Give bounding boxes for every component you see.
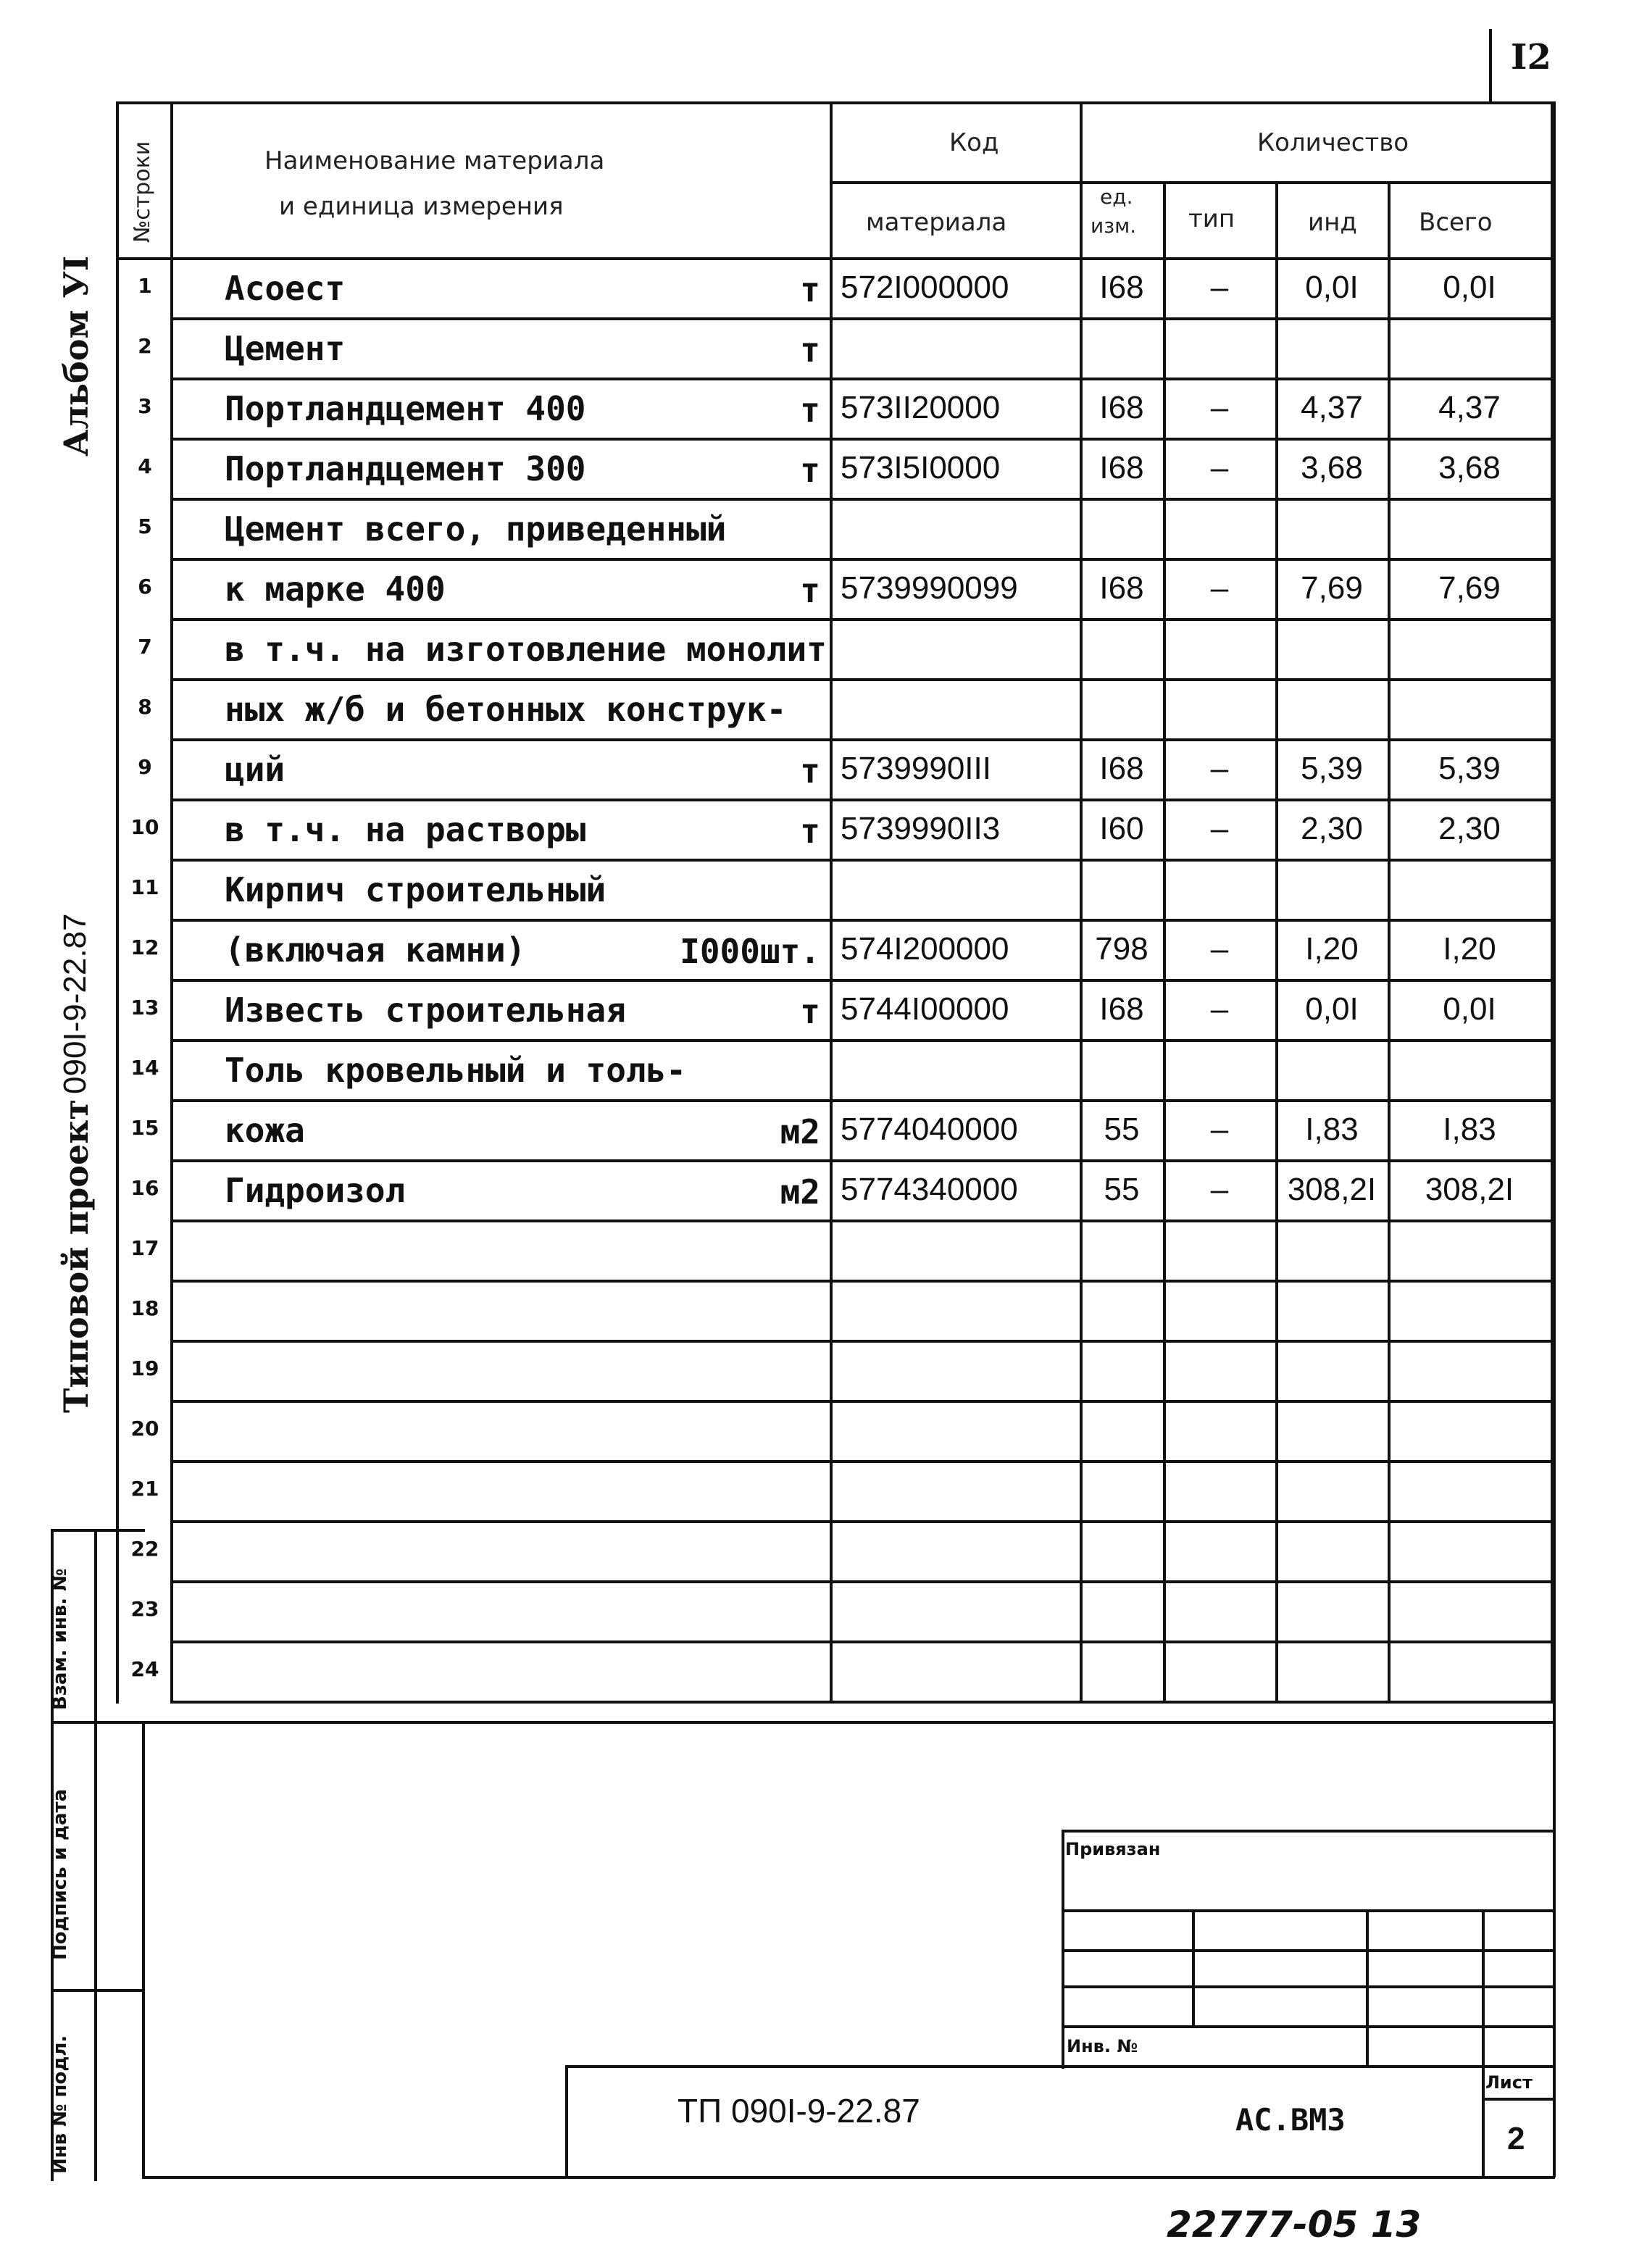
material-code: 572I000000 bbox=[841, 270, 1009, 305]
table-row bbox=[0, 678, 1626, 738]
header-unit-line1: ед. bbox=[1100, 185, 1133, 209]
material-name: Толь кровельный и толь- bbox=[225, 1051, 686, 1090]
row-number: 5 bbox=[138, 514, 152, 538]
total-quantity: 4,37 bbox=[1438, 390, 1501, 425]
material-name: в т.ч. на изготовление монолит bbox=[225, 630, 827, 669]
material-code: 5744I00000 bbox=[841, 991, 1009, 1027]
type-quantity: – bbox=[1210, 570, 1229, 606]
material-name: Известь строительная bbox=[225, 991, 626, 1030]
stamp-document-code: ТП 090I-9-22.87 bbox=[678, 2092, 920, 2130]
table-row bbox=[0, 378, 1626, 438]
stamp-mark: АС.ВМ3 bbox=[1235, 2102, 1346, 2138]
ind-quantity: 3,68 bbox=[1301, 450, 1363, 485]
side-vzam-inv: Взам. инв. № bbox=[49, 1568, 71, 1710]
side-project-code: 090I-9-22.87 bbox=[57, 913, 93, 1094]
total-quantity: 5,39 bbox=[1438, 751, 1501, 786]
material-name: Асоест bbox=[225, 269, 346, 308]
material-name: Цемент всего, приведенный bbox=[225, 509, 727, 549]
table-row bbox=[0, 257, 1626, 317]
ind-quantity: 5,39 bbox=[1301, 751, 1363, 786]
row-number: 18 bbox=[130, 1296, 159, 1320]
table-row bbox=[0, 498, 1626, 558]
unit-code: 55 bbox=[1104, 1112, 1140, 1147]
table-row bbox=[0, 1460, 1626, 1520]
table-row bbox=[0, 1159, 1626, 1220]
side-signature-date: Подпись и дата bbox=[49, 1788, 71, 1960]
material-name: ций bbox=[225, 750, 285, 789]
row-number: 7 bbox=[138, 635, 152, 659]
total-quantity: 3,68 bbox=[1438, 450, 1501, 485]
ind-quantity: 308,2I bbox=[1287, 1172, 1377, 1207]
stamp-privyazan: Привязан bbox=[1065, 1839, 1161, 1859]
ind-quantity: I,83 bbox=[1305, 1112, 1359, 1147]
total-quantity: I,20 bbox=[1443, 931, 1496, 967]
ind-quantity: 7,69 bbox=[1301, 570, 1363, 606]
unit-label: т bbox=[800, 270, 820, 309]
header-name-line1: Наименование материала bbox=[264, 146, 605, 175]
row-number: 14 bbox=[130, 1056, 159, 1080]
type-quantity: – bbox=[1210, 450, 1229, 485]
material-name: в т.ч. на растворы bbox=[225, 810, 586, 849]
material-name: Портландцемент 300 bbox=[225, 449, 586, 488]
row-number: 3 bbox=[138, 394, 152, 418]
table-row bbox=[0, 1280, 1626, 1340]
row-number: 6 bbox=[138, 575, 152, 599]
unit-label: т bbox=[800, 571, 820, 610]
table-row bbox=[0, 1520, 1626, 1580]
unit-code: I60 bbox=[1099, 811, 1144, 846]
header-ind: инд bbox=[1308, 208, 1357, 237]
material-code: 5739990099 bbox=[841, 570, 1018, 606]
unit-code: I68 bbox=[1099, 570, 1144, 606]
footer-archive-number: 22777-05 13 bbox=[1167, 2204, 1422, 2246]
unit-label: т bbox=[800, 330, 820, 370]
side-album: Альбом УI bbox=[57, 255, 96, 456]
material-name: кожа bbox=[225, 1111, 305, 1150]
ind-quantity: 0,0I bbox=[1305, 270, 1359, 305]
stamp-sheet-label: Лист bbox=[1485, 2072, 1533, 2093]
unit-label: т bbox=[800, 751, 820, 791]
row-number: 13 bbox=[130, 996, 159, 1020]
material-code: 5774340000 bbox=[841, 1172, 1018, 1207]
table-row bbox=[0, 799, 1626, 859]
type-quantity: – bbox=[1210, 991, 1229, 1027]
row-number: 19 bbox=[130, 1356, 159, 1380]
material-code: 5774040000 bbox=[841, 1112, 1018, 1147]
ind-quantity: I,20 bbox=[1305, 931, 1359, 967]
row-number: 12 bbox=[130, 935, 159, 959]
table-row bbox=[0, 1340, 1626, 1400]
table-row bbox=[0, 438, 1626, 498]
row-number: 15 bbox=[130, 1116, 159, 1140]
ind-quantity: 0,0I bbox=[1305, 991, 1359, 1027]
type-quantity: – bbox=[1210, 1172, 1229, 1207]
unit-label: т bbox=[800, 391, 820, 430]
material-name: (включая камни) bbox=[225, 930, 526, 970]
ind-quantity: 2,30 bbox=[1301, 811, 1363, 846]
row-number: 20 bbox=[130, 1417, 159, 1441]
row-number: 8 bbox=[138, 695, 152, 719]
unit-label: I000шт. bbox=[680, 932, 820, 971]
total-quantity: I,83 bbox=[1443, 1112, 1496, 1147]
table-row bbox=[0, 558, 1626, 618]
unit-code: I68 bbox=[1099, 270, 1144, 305]
table-row bbox=[0, 738, 1626, 799]
material-name: Портландцемент 400 bbox=[225, 389, 586, 428]
row-number: 2 bbox=[138, 334, 152, 358]
header-material: материала bbox=[866, 208, 1007, 237]
total-quantity: 7,69 bbox=[1438, 570, 1501, 606]
header-total: Всего bbox=[1419, 208, 1493, 237]
side-project-type: Типовой проект bbox=[57, 1099, 96, 1413]
row-number: 1 bbox=[138, 274, 152, 298]
table-row bbox=[0, 1640, 1626, 1701]
type-quantity: – bbox=[1210, 811, 1229, 846]
type-quantity: – bbox=[1210, 270, 1229, 305]
row-number: 4 bbox=[138, 454, 152, 478]
material-name: к марке 400 bbox=[225, 570, 446, 609]
ind-quantity: 4,37 bbox=[1301, 390, 1363, 425]
material-code: 573II20000 bbox=[841, 390, 1001, 425]
total-quantity: 0,0I bbox=[1443, 270, 1496, 305]
table-row bbox=[0, 618, 1626, 678]
material-name: Кирпич строительный bbox=[225, 870, 606, 909]
header-code: Код bbox=[949, 128, 999, 157]
unit-code: I68 bbox=[1099, 390, 1144, 425]
row-number: 10 bbox=[130, 815, 159, 839]
row-number: 9 bbox=[138, 755, 152, 779]
table-row bbox=[0, 1580, 1626, 1640]
row-number: 16 bbox=[130, 1176, 159, 1200]
row-number: 17 bbox=[130, 1236, 159, 1260]
type-quantity: – bbox=[1210, 1112, 1229, 1147]
table-row bbox=[0, 1039, 1626, 1099]
table-row bbox=[0, 979, 1626, 1039]
table-row bbox=[0, 1220, 1626, 1280]
row-number: 24 bbox=[130, 1657, 159, 1681]
unit-label: м2 bbox=[780, 1112, 820, 1151]
header-name-line2: и единица измерения bbox=[279, 192, 564, 221]
header-row-number: №строки bbox=[130, 141, 155, 243]
total-quantity: 0,0I bbox=[1443, 991, 1496, 1027]
table-row bbox=[0, 1099, 1626, 1159]
row-number: 22 bbox=[130, 1537, 159, 1561]
header-quantity: Количество bbox=[1257, 128, 1409, 157]
table-row bbox=[0, 1400, 1626, 1460]
unit-code: I68 bbox=[1099, 751, 1144, 786]
unit-label: т bbox=[800, 812, 820, 851]
material-code: 5739990II3 bbox=[841, 811, 1001, 846]
table-row bbox=[0, 317, 1626, 378]
unit-label: т bbox=[800, 992, 820, 1031]
unit-code: I68 bbox=[1099, 450, 1144, 485]
unit-code: 798 bbox=[1095, 931, 1148, 967]
unit-label: м2 bbox=[780, 1172, 820, 1212]
row-number: 11 bbox=[130, 875, 159, 899]
stamp-sheet-number: 2 bbox=[1507, 2121, 1525, 2156]
material-name: Гидроизол bbox=[225, 1171, 406, 1210]
header-unit-line2: изм. bbox=[1091, 214, 1137, 238]
material-name: Цемент bbox=[225, 329, 346, 368]
table-row bbox=[0, 919, 1626, 979]
stamp-inv-no: Инв. № bbox=[1067, 2036, 1138, 2056]
type-quantity: – bbox=[1210, 931, 1229, 967]
material-code: 574I200000 bbox=[841, 931, 1009, 967]
unit-code: 55 bbox=[1104, 1172, 1140, 1207]
row-number: 23 bbox=[130, 1597, 159, 1621]
type-quantity: – bbox=[1210, 390, 1229, 425]
material-code: 5739990III bbox=[841, 751, 991, 786]
total-quantity: 2,30 bbox=[1438, 811, 1501, 846]
material-code: 573I5I0000 bbox=[841, 450, 1001, 485]
table-row bbox=[0, 859, 1626, 919]
type-quantity: – bbox=[1210, 751, 1229, 786]
unit-label: т bbox=[800, 451, 820, 490]
side-inv-podl: Инв № подл. bbox=[49, 2035, 71, 2174]
total-quantity: 308,2I bbox=[1425, 1172, 1514, 1207]
row-number: 21 bbox=[130, 1477, 159, 1501]
material-name: ных ж/б и бетонных конструк- bbox=[225, 690, 787, 729]
unit-code: I68 bbox=[1099, 991, 1144, 1027]
header-type: тип bbox=[1188, 204, 1235, 233]
page-number: I2 bbox=[1511, 37, 1551, 78]
